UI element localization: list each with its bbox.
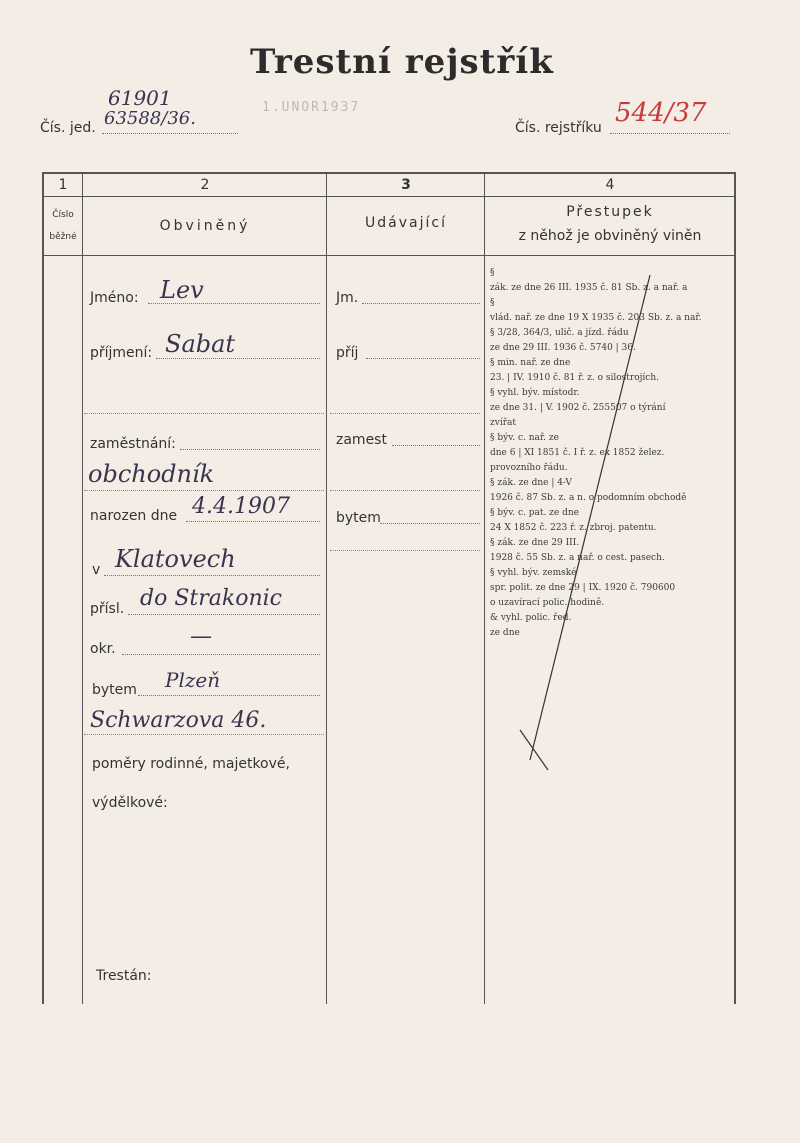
informant-zamest-label: zamest [336,432,387,448]
prisl-value: do Strakonic [140,586,282,611]
cis-rejstriku-handwritten: 544/37 [615,98,707,128]
narozen-label: narozen dne [90,508,178,524]
col-number-3: 3 [401,177,411,193]
col1-header-line2: běžné [49,232,77,242]
col4-header-line2: z něhož je obviněný viněn [518,228,702,244]
v-label: v [92,562,101,578]
offense-line: § vyhl. býv. zemské [490,568,577,578]
bytem-label: bytem [92,682,137,698]
col-number-2: 2 [200,177,210,193]
narozen-value: 4.4.1907 [192,494,290,519]
offense-line: § vyhl. býv. místodr. [490,388,580,398]
prijmeni-value: Sabat [165,330,236,358]
offense-line: 23. | IV. 1910 č. 81 ř. z. o silostrojích. [490,373,660,383]
trestan-label: Trestán: [96,968,152,984]
offense-line: § min. nař. ze dne [490,358,571,368]
prisl-label: přísl. [90,601,125,617]
bytem-value-2: Schwarzova 46. [90,708,267,733]
offense-line: 1926 č. 87 Sb. z. a n. o podomním obchodě [490,493,687,503]
col3-header: Udávající [365,215,447,231]
offense-line: 24 X 1852 č. 223 ř. z. zbroj. patentu. [490,523,657,533]
informant-prij-label: příj [336,345,359,361]
okr-value: — [190,624,212,649]
jmeno-label: Jméno: [90,290,139,306]
offense-line: vlád. nař. ze dne 19 X 1935 č. 203 Sb. z. a nař. [490,313,702,323]
col1-header-line1: Číslo [52,210,74,220]
jmeno-value: Lev [160,276,204,304]
received-stamp: 1.UNOR1937 [262,100,361,115]
cis-jed-label: Čís. jed. [40,120,96,136]
prijmeni-label: příjmení: [90,345,153,361]
informant-jm-label: Jm. [336,290,359,306]
offense-line: ze dne 29 III. 1936 č. 5740 | 36. [490,343,636,353]
offense-line: zák. ze dne 26 III. 1935 č. 81 Sb. z. a nař. a [490,283,688,293]
offense-line: § [490,268,495,278]
offense-line: o uzavírací polic. hodině. [490,598,605,608]
offense-line: 1928 č. 55 Sb. z. a nař. o cest. pasech. [490,553,665,563]
offense-line: spr. polit. ze dne 29 | IX. 1920 č. 790600 [490,583,676,593]
col-number-4: 4 [605,177,615,193]
offense-line: § zák. ze dne 29 III. [490,538,580,548]
offense-line: provozního řádu. [490,463,568,473]
offense-line: § býv. c. pat. ze dne [490,508,579,518]
zamestnani-label: zaměstnání: [90,436,176,452]
informant-bytem-label: bytem [336,510,381,526]
offense-line: dne 6 | XI 1851 č. I ř. z. ex 1852 želez. [490,448,665,458]
col-number-1: 1 [58,177,68,193]
col2-header: Obviněný [159,218,251,234]
cis-jed-handwritten-bottom: 63588/36. [104,108,196,129]
pomery-label: poměry rodinné, majetkové, [92,756,290,772]
vydelkove-label: výdělkové: [92,795,168,811]
offense-line: & vyhl. polic. řed. [490,613,572,623]
offense-line: § 3/28, 364/3, ulič. a jízd. řádu [490,328,629,338]
offense-line: § [490,298,495,308]
offense-line: ze dne [490,628,520,638]
okr-label: okr. [90,641,116,657]
cis-jed-handwritten-top: 61901 [108,86,172,110]
col4-header-line1: Přestupek [566,204,654,220]
offense-line: zvířat [490,418,516,428]
offense-line: § zák. ze dne | 4-V [490,478,572,488]
zamestnani-value: obchodník [88,460,215,488]
cis-rejstriku-label: Čís. rejstříku [515,120,602,136]
document-title: Trestní rejstřík [250,42,554,82]
bytem-value-1: Plzeň [165,668,221,692]
v-value: Klatovech [115,545,236,573]
offense-line: ze dne 31. | V. 1902 č. 255507 o týrání [490,403,666,413]
offense-line: § býv. c. nař. ze [490,433,559,443]
